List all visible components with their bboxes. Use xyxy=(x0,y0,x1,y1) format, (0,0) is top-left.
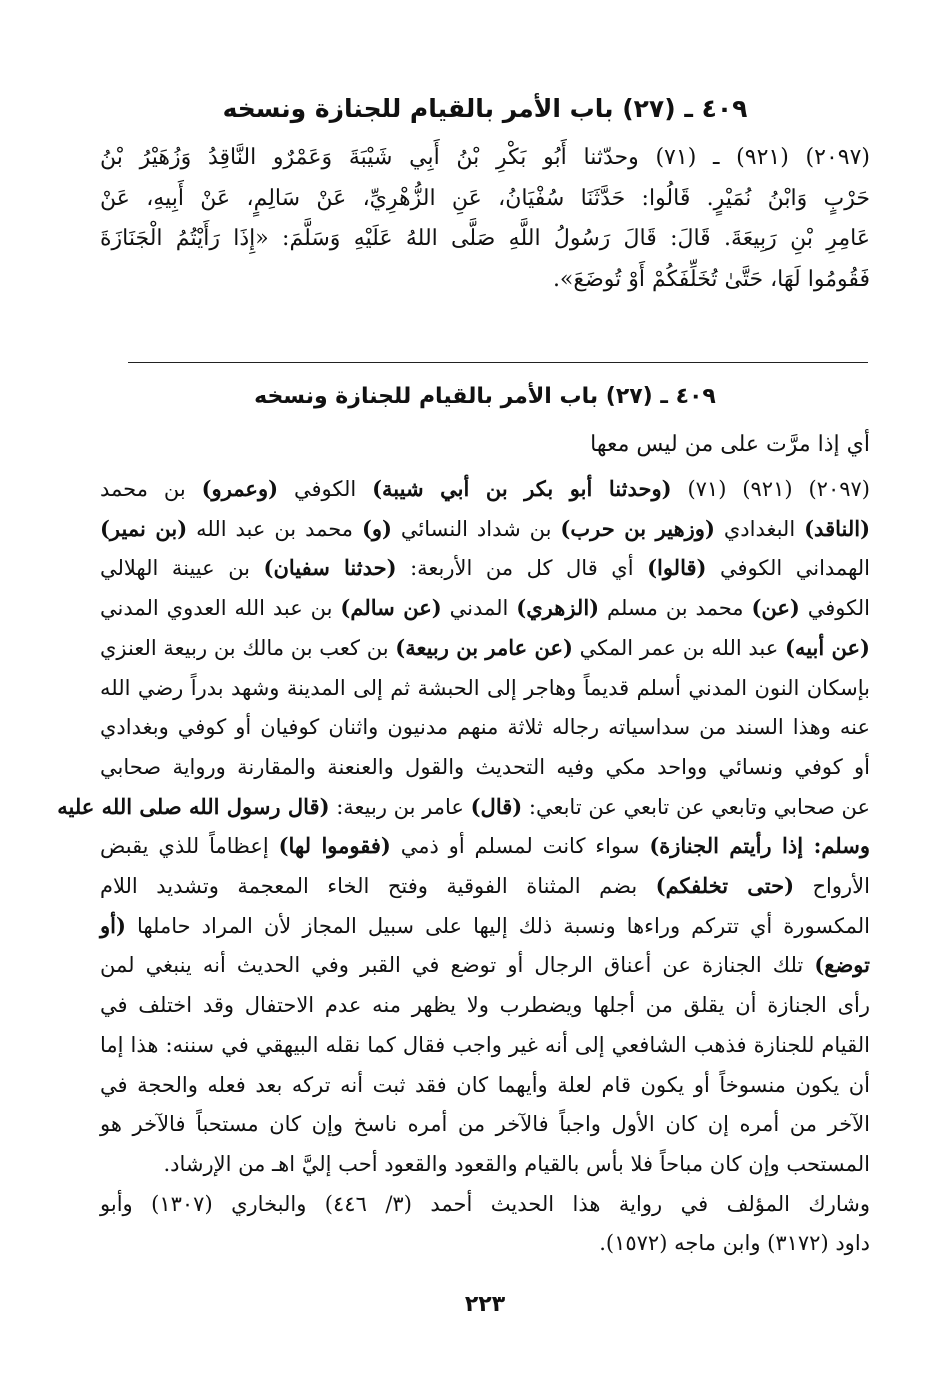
commentary-line xyxy=(100,593,870,623)
commentary-line xyxy=(100,1070,870,1100)
quoted-matn-text: (وحدثنا أبو بكر بن أبي شيبة) xyxy=(372,476,672,501)
quoted-matn-text: (الناقد) xyxy=(804,515,871,541)
commentary-text-segment: بن عيينة الهلالي xyxy=(100,556,264,581)
commentary-line xyxy=(100,1109,870,1139)
commentary-text-segment: عبد الله بن عمر المكي xyxy=(572,635,785,660)
quoted-matn-text: (فقوموا لها) xyxy=(278,833,391,859)
commentary-text-segment: القيام للجنازة فذهب الشافعي إلى أنه غير واجب فقال كما نقله البيهقي في سننه: هذا إما xyxy=(100,1032,870,1057)
quoted-matn-text: (وزهير بن حرب) xyxy=(560,515,715,541)
quoted-matn-text: (بن نمير) xyxy=(100,515,188,541)
quoted-matn-text: (الزهري) xyxy=(516,595,600,621)
commentary-subtitle: أي إذا مرَّت على من ليس معها xyxy=(590,432,870,457)
commentary-text-segment: أي قال كل من الأربعة: xyxy=(396,556,648,581)
commentary-text-segment: (٢٠٩٧) (٩٢١) (٧١) xyxy=(671,477,870,501)
hadith-line: فَقُومُوا لَهَا، حَتَّىٰ تُخَلِّفَكُمْ أَوْ تُوضَعَ». xyxy=(552,266,870,292)
commentary-text-segment: الآخر من أمره إن كان الأول واجباً فالآخر من أمره ناسخ وإن كان مستحباً فالآخر هو xyxy=(100,1112,870,1137)
quoted-matn-text: (وعمرو) xyxy=(201,476,279,501)
commentary-text-segment: المكسورة أي تتركم وراءها ونسبة ذلك إليها على سبيل المجاز لأن المراد حاملها xyxy=(125,913,870,938)
commentary-text-segment: أن يكون منسوخاً أو يكون قام لعلة وأيهما كان فقد ثبت أنه تركه بعد فعله والحجة في xyxy=(100,1072,870,1097)
commentary-line xyxy=(100,712,870,742)
commentary-line xyxy=(100,673,870,703)
commentary-line xyxy=(100,553,870,583)
section-divider xyxy=(128,362,868,363)
commentary-text-segment: المستحب وإن كان مباحاً فلا بأس بالقيام والقعود والقعود أحب إليَّ اهـ من الإرشاد. xyxy=(163,1151,870,1176)
quoted-matn-text: (قال رسول الله صلى الله عليه xyxy=(57,793,330,819)
commentary-text-segment: الكوفي xyxy=(278,477,373,501)
commentary-line xyxy=(100,474,870,504)
commentary-line xyxy=(100,1189,870,1219)
commentary-text-segment: عنه وهذا السند من سداسياته رجاله ثلاثة منهم مدنيون واثنان كوفيان أو كوفي وبغدادي xyxy=(100,715,870,740)
commentary-text-segment: تلك الجنازة عن أعناق الرجال أو توضع في القبر وفي الحديث أنه ينبغي لمن xyxy=(100,953,815,978)
commentary-text-segment: بن عبد الله العدوي المدني xyxy=(100,596,341,621)
commentary-text-segment: البغدادي xyxy=(714,516,805,541)
commentary-text-segment: رأى الجنازة أن يقلق من أجلها ويضطرب ولا يظهر منه عدم الاحتفال وقد اختلف في xyxy=(100,993,870,1018)
commentary-text-segment: الهمداني الكوفي xyxy=(706,556,870,581)
quoted-matn-text: (عن عامر بن ربيعة) xyxy=(395,634,573,660)
hadith-line: (٢٠٩٧) (٩٢١) ـ (٧١) وحدّثنا أَبُو بَكْرِ بْنُ أَبِي شَيْبَةَ وَعَمْرٌو النَّاقِدُ وَزُهَيْرُ بْنُ xyxy=(100,145,870,170)
quoted-matn-text: (قالوا) xyxy=(647,555,707,581)
commentary-title: ٤٠٩ ـ (٢٧) باب الأمر بالقيام للجنازة ونسخه xyxy=(254,384,716,409)
quoted-matn-text: (عن) xyxy=(751,595,800,621)
commentary-text-segment: بضم المثناة الفوقية وفتح الخاء المعجمة وتشديد اللام xyxy=(100,874,656,898)
commentary-text-segment: بن كعب بن مالك بن ربيعة العنزي xyxy=(100,635,396,660)
commentary-line xyxy=(100,990,870,1020)
commentary-text-segment: عامر بن ربيعة: xyxy=(329,794,471,819)
commentary-text-segment: عن صحابي وتابعي عن تابعي عن تابعي: xyxy=(522,794,870,819)
chapter-title: ٤٠٩ ـ (٢٧) باب الأمر بالقيام للجنازة ونسخه xyxy=(222,94,748,123)
commentary-text-segment: الأرواح xyxy=(794,874,870,898)
commentary-line xyxy=(100,950,870,980)
commentary-line xyxy=(100,1030,870,1060)
quoted-matn-text: (حدثنا سفيان) xyxy=(263,555,397,581)
commentary-text-segment: إعظاماً للذي يقبض xyxy=(100,834,279,859)
quoted-matn-text: (عن أبيه) xyxy=(785,634,870,660)
commentary-line xyxy=(100,1228,870,1258)
commentary-text-segment: محمد بن عبد الله xyxy=(187,516,362,541)
quoted-matn-text: (أو xyxy=(100,912,126,938)
quoted-matn-text: وسلم: إذا رأيتم الجنازة) xyxy=(649,833,870,859)
commentary-text-segment: سواء كانت لمسلم أو ذمي xyxy=(390,834,650,859)
commentary-text-segment: الكوفي xyxy=(799,596,870,621)
commentary-line xyxy=(100,911,870,941)
hadith-line: حَرْبٍ وَابْنُ نُمَيْرٍ. قَالُوا: حَدَّثَنَا سُفْيَانُ، عَنِ الزُّهْرِيِّ، عَنْ سَالِمٍ، عَنْ أَبِيهِ، عَنْ xyxy=(100,185,870,211)
commentary-text-segment: وشارك المؤلف في رواية هذا الحديث أحمد (٣/ ٤٤٦) والبخاري (١٣٠٧) وأبو xyxy=(100,1191,870,1216)
commentary-line xyxy=(100,633,870,663)
commentary-line xyxy=(100,831,870,861)
commentary-text-segment: المدني xyxy=(441,596,517,621)
commentary-line xyxy=(100,514,870,544)
commentary-line xyxy=(100,752,870,782)
commentary-text-segment: داود (٣١٧٢) وابن ماجه (١٥٧٢). xyxy=(599,1231,870,1256)
commentary-text-segment: محمد بن مسلم xyxy=(599,596,752,621)
commentary-text-segment: بإسكان النون المدني أسلم قديماً وهاجر إلى الحبشة ثم إلى المدينة وشهد بدراً رضي الله xyxy=(100,675,870,700)
hadith-line: عَامِرِ بْنِ رَبِيعَةَ. قَالَ: قَالَ رَسُولُ اللَّهِ صَلَّى اللهُ عَلَيْهِ وَسَلَّمَ: «إِذَا رَأَيْتُمُ الْجَنَازَةَ xyxy=(100,226,870,251)
quoted-matn-text: (و) xyxy=(361,515,392,541)
commentary-line xyxy=(100,1149,870,1179)
quoted-matn-text: (قال) xyxy=(470,793,523,819)
quoted-matn-text: (عن سالم) xyxy=(340,595,442,621)
quoted-matn-text: (حتى تخلفكم) xyxy=(655,873,795,898)
commentary-line xyxy=(57,792,870,822)
quoted-matn-text: توضع) xyxy=(814,952,870,978)
commentary-text-segment: بن شداد النسائي xyxy=(392,516,561,541)
commentary-text-segment: أو كوفي ونسائي وواحد مكي وفيه التحديث والقول والعنعنة والمقارنة ورواية صحابي xyxy=(100,754,870,779)
commentary-text-segment: بن محمد xyxy=(100,477,202,501)
commentary-line xyxy=(100,871,870,901)
page-number: ٢٢٣ xyxy=(464,1292,506,1317)
